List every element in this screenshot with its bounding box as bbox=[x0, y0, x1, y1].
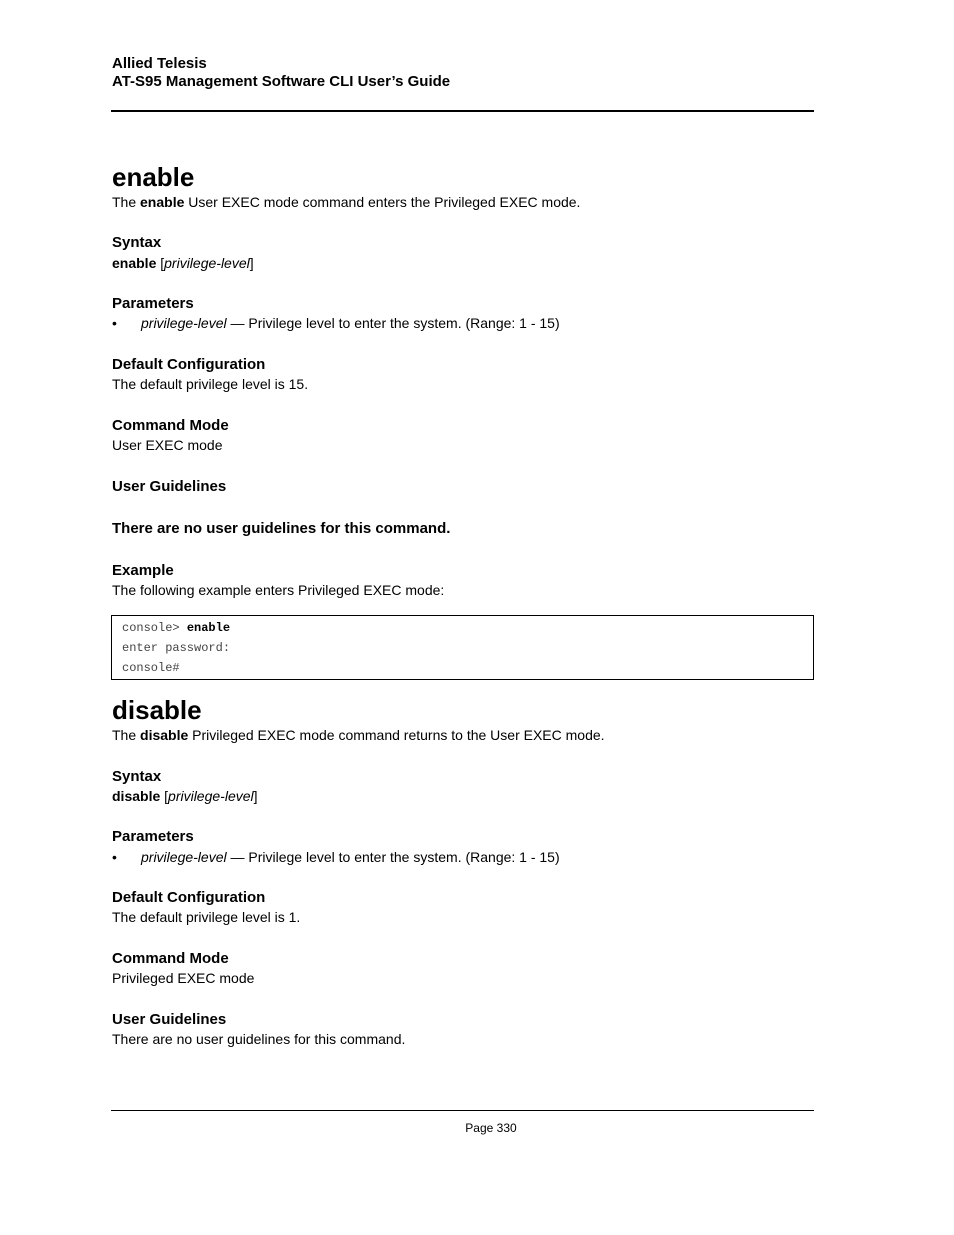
enable-guidelines-text: There are no user guidelines for this command. bbox=[112, 520, 451, 537]
disable-intro-cmd: disable bbox=[140, 727, 189, 743]
code-line-1: console> enable bbox=[122, 621, 231, 635]
disable-parameters-heading: Parameters bbox=[112, 828, 194, 845]
code-line-2: enter password: bbox=[122, 641, 231, 655]
enable-syntax-heading: Syntax bbox=[112, 234, 162, 251]
disable-mode-text: Privileged EXEC mode bbox=[112, 970, 255, 986]
bullet-icon: • bbox=[112, 315, 117, 331]
enable-guidelines-heading: User Guidelines bbox=[112, 478, 227, 495]
disable-guidelines-text: There are no user guidelines for this command. bbox=[112, 1031, 406, 1047]
page-number: Page 330 bbox=[465, 1121, 517, 1135]
disable-default-text: The default privilege level is 1. bbox=[112, 909, 301, 925]
code-line-3: console# bbox=[122, 661, 180, 675]
enable-title: enable bbox=[112, 162, 195, 192]
header-guide-title: AT-S95 Management Software CLI User’s Guide bbox=[112, 73, 451, 90]
disable-param-item: privilege-level — Privilege level to enter the system. (Range: 1 - 15) bbox=[141, 849, 560, 865]
bullet-icon: • bbox=[112, 849, 117, 865]
disable-default-heading: Default Configuration bbox=[112, 889, 266, 906]
enable-parameters-heading: Parameters bbox=[112, 295, 194, 312]
header-rule bbox=[111, 110, 814, 112]
enable-param-item: privilege-level — Privilege level to enter the system. (Range: 1 - 15) bbox=[141, 315, 560, 331]
enable-default-text: The default privilege level is 15. bbox=[112, 376, 309, 392]
disable-guidelines-heading: User Guidelines bbox=[112, 1011, 227, 1028]
footer-rule bbox=[111, 1110, 814, 1111]
enable-mode-heading: Command Mode bbox=[112, 417, 229, 434]
disable-mode-heading: Command Mode bbox=[112, 950, 229, 967]
enable-syntax: enable [privilege-level] bbox=[112, 255, 254, 271]
code-example-box bbox=[111, 615, 814, 680]
enable-intro-cmd: enable bbox=[140, 194, 185, 210]
disable-title: disable bbox=[112, 695, 202, 725]
enable-example-text: The following example enters Privileged EXEC mode: bbox=[112, 582, 445, 598]
disable-intro: The disable Privileged EXEC mode command returns to the User EXEC mode. bbox=[112, 727, 605, 743]
enable-example-heading: Example bbox=[112, 562, 174, 579]
enable-intro: The enable User EXEC mode command enters the Privileged EXEC mode. bbox=[112, 194, 581, 210]
enable-default-heading: Default Configuration bbox=[112, 356, 266, 373]
disable-syntax-heading: Syntax bbox=[112, 768, 162, 785]
enable-mode-text: User EXEC mode bbox=[112, 437, 223, 453]
header-company: Allied Telesis bbox=[112, 55, 207, 72]
disable-syntax: disable [privilege-level] bbox=[112, 788, 258, 804]
